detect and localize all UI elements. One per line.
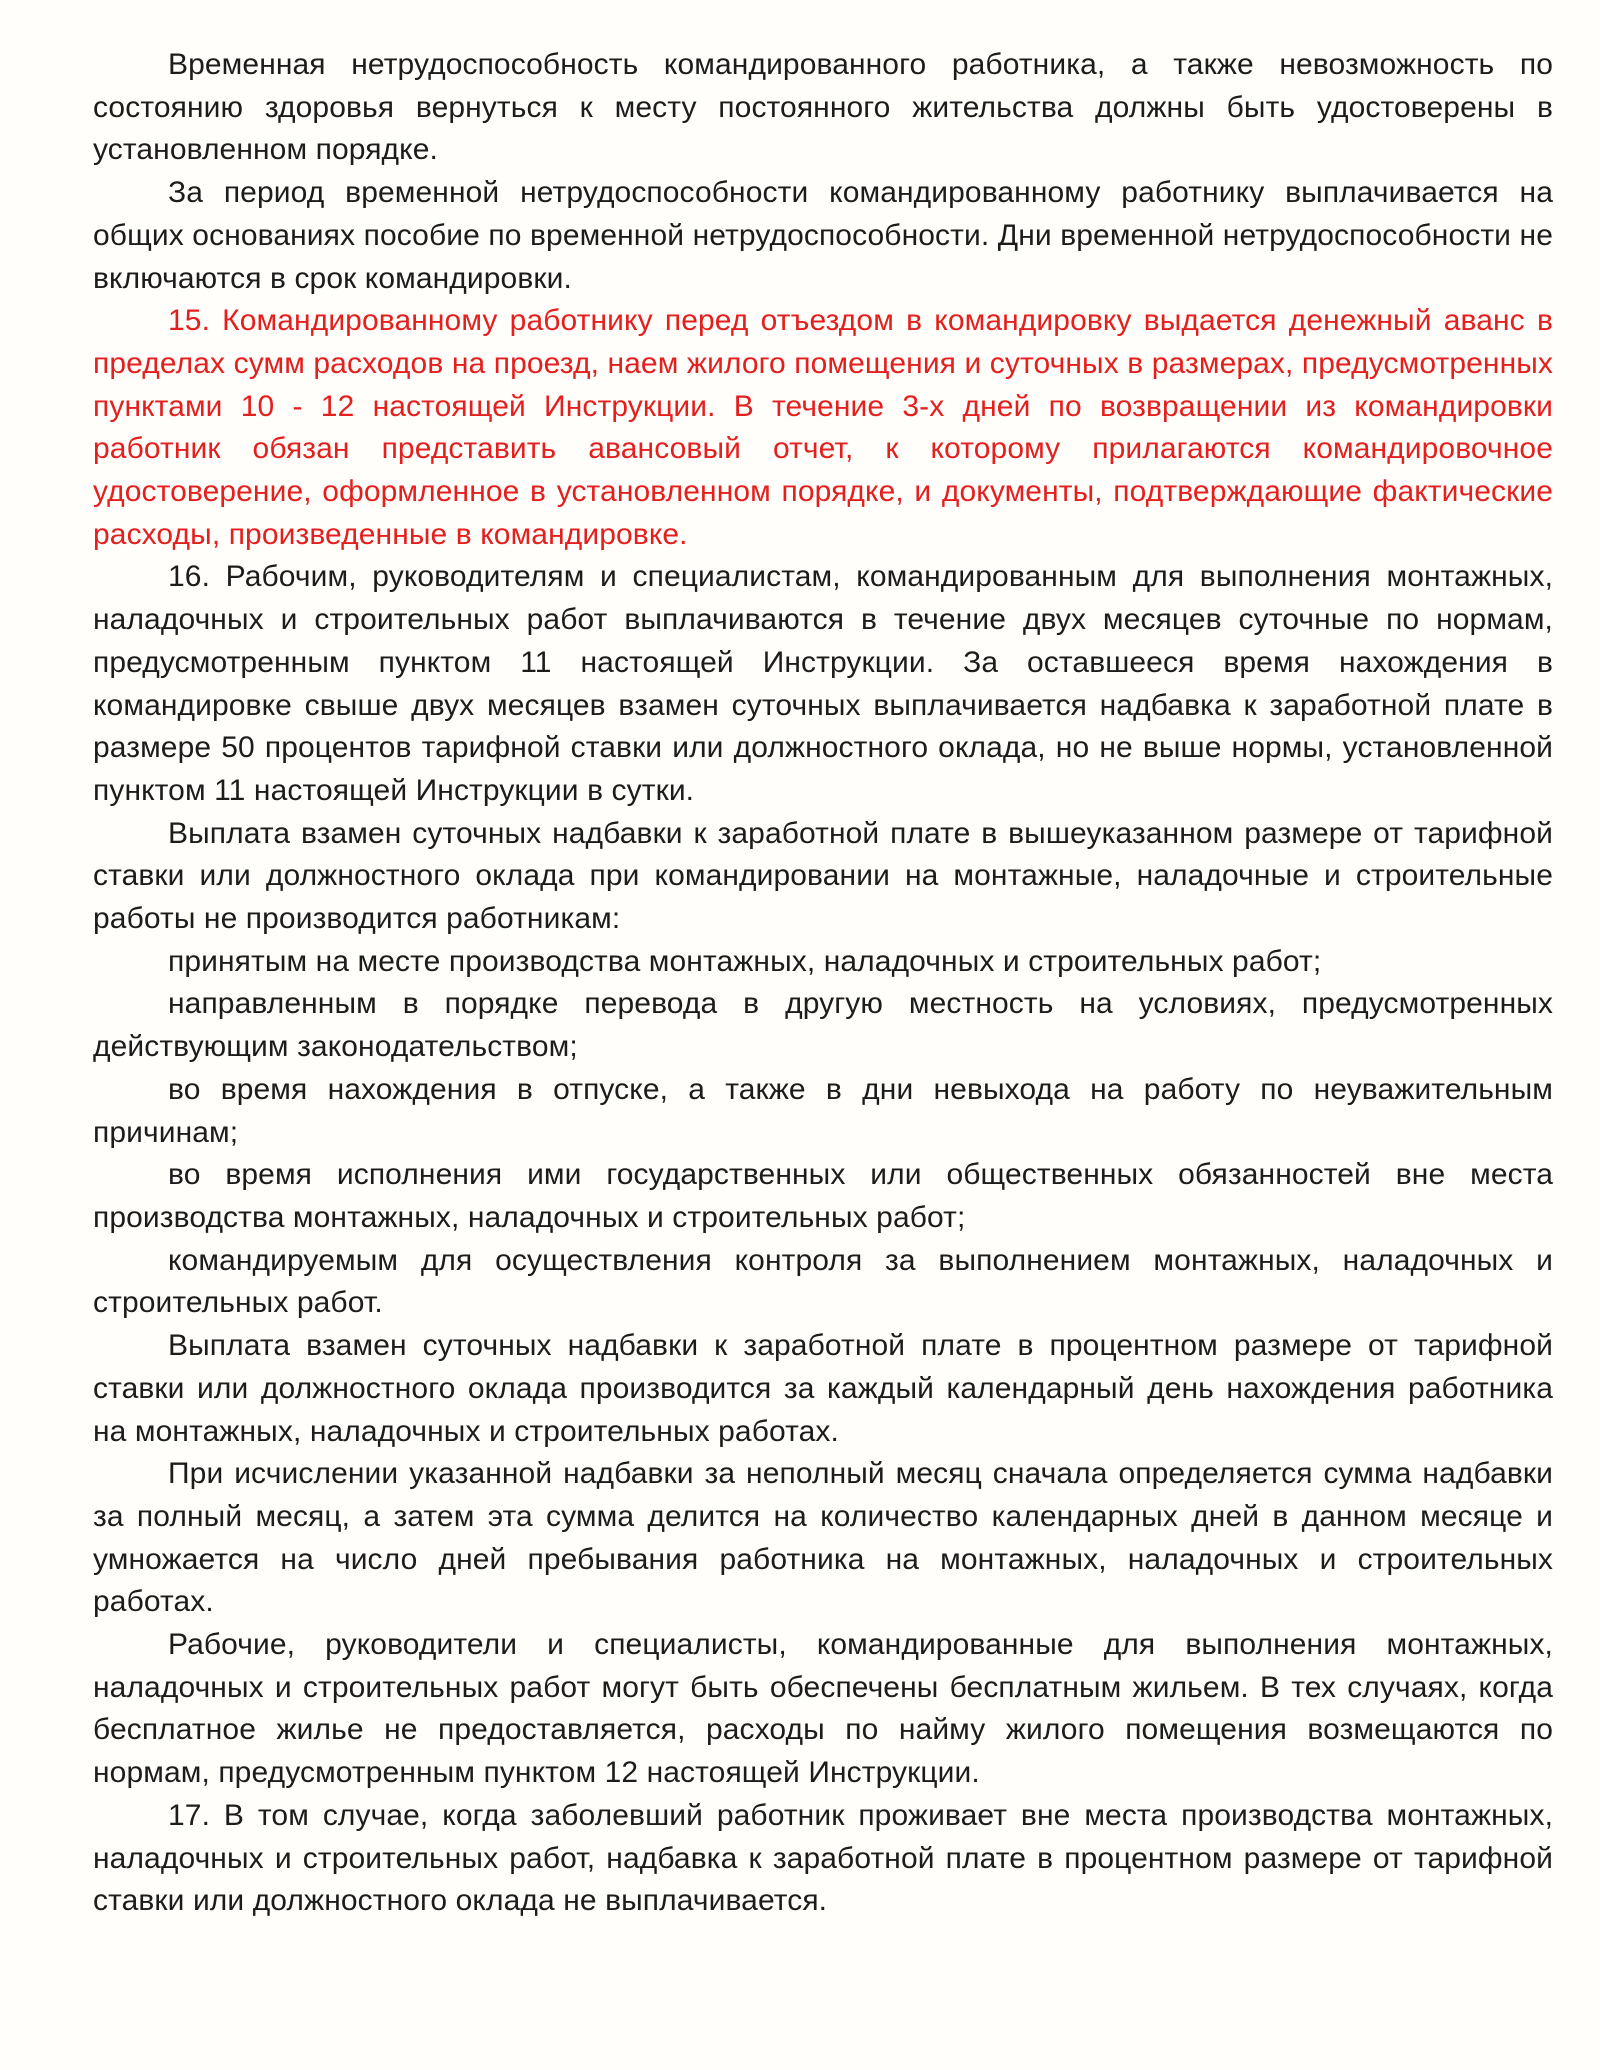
paragraph-allowance-not-paid: Выплата взамен суточных надбавки к заработной плате в вышеуказанном размере от тарифной ставки или должностного оклада при командировании на монтажные, наладочные и строительные работы не производится работникам: xyxy=(93,816,1553,936)
list-item-on-vacation: во время нахождения в отпуске, а также в дни невыхода на работу по неуважительным причинам; xyxy=(93,1072,1553,1149)
list-item-control-trip: командируемым для осуществления контроля за выполнением монтажных, наладочных и строительных работ. xyxy=(93,1243,1553,1320)
paragraph-sick-leave-certification: Временная нетрудоспособность командированного работника, а также невозможность по состоянию здоровья вернуться к месту постоянного жительства должны быть удостоверены в установленном порядке. xyxy=(93,48,1553,167)
list-item-hired-on-site: принятым на месте производства монтажных, наладочных и строительных работ; xyxy=(168,944,1322,978)
list-item-public-duties: во время исполнения ими государственных или общественных обязанностей вне места производства монтажных, наладочных и строительных работ; xyxy=(93,1158,1553,1234)
paragraph-free-housing: Рабочие, руководители и специалисты, командированные для выполнения монтажных, наладочных и строительных работ могут быть обеспечены бесплатным жильем. В тех случаях, когда бесплатное жилье не предоставляется, расходы по найму жилого помещения возмещаются по нормам, предусмотренным пунктом 12 настоящей Инструкции. xyxy=(93,1628,1553,1790)
list-item-transferred: направленным в порядке перевода в другую местность на условиях, предусмотренных действующим законодательством; xyxy=(93,987,1553,1064)
paragraph-section-15-advance: 15. Командированному работнику перед отъездом в командировку выдается денежный аванс в пределах сумм расходов на проезд, наем жилого помещения и суточных в размерах, предусмотренных пунктами 10 - 12 настоящей Инструкции. В течение 3-х дней по возвращении из командировки работник обязан представить авансовый отчет, к которому прилагаются командировочное удостоверение, оформленное в установленном порядке, и документы, подтверждающие фактические расходы, произведенные в командировке. xyxy=(93,304,1553,551)
paragraph-partial-month-calculation: При исчислении указанной надбавки за неполный месяц сначала определяется сумма надбавки за полный месяц, а затем эта сумма делится на количество календарных дней в данном месяце и умножается на число дней пребывания работника на монтажных, наладочных и строительных работах. xyxy=(93,1457,1553,1619)
paragraph-section-17-sick-worker: 17. В том случае, когда заболевший работник проживает вне места производства монтажных, наладочных и строительных работ, надбавка к заработной плате в процентном размере от тарифной ставки или должностного оклада не выплачивается. xyxy=(93,1798,1553,1918)
paragraph-section-16-per-diem: 16. Рабочим, руководителям и специалистам, командированным для выполнения монтажных, наладочных и строительных работ выплачиваются в течение двух месяцев суточные по нормам, предусмотренным пунктом 11 настоящей Инструкции. За оставшееся время нахождения в командировке свыше двух месяцев взамен суточных выплачивается надбавка к заработной плате в размере 50 процентов тарифной ставки или должностного оклада, но не выше нормы, установленной пунктом 11 настоящей Инструкции в сутки. xyxy=(93,560,1553,807)
paragraph-sick-leave-benefit: За период временной нетрудоспособности командированному работнику выплачивается на общих основаниях пособие по временной нетрудоспособности. Дни временной нетрудоспособности не включаются в срок командировки. xyxy=(93,176,1553,295)
document-page xyxy=(93,44,1553,1923)
paragraph-daily-allowance-payment: Выплата взамен суточных надбавки к заработной плате в процентном размере от тарифной ставки или должностного оклада производится за каждый календарный день нахождения работника на монтажных, наладочных и строительных работах. xyxy=(93,1329,1553,1448)
